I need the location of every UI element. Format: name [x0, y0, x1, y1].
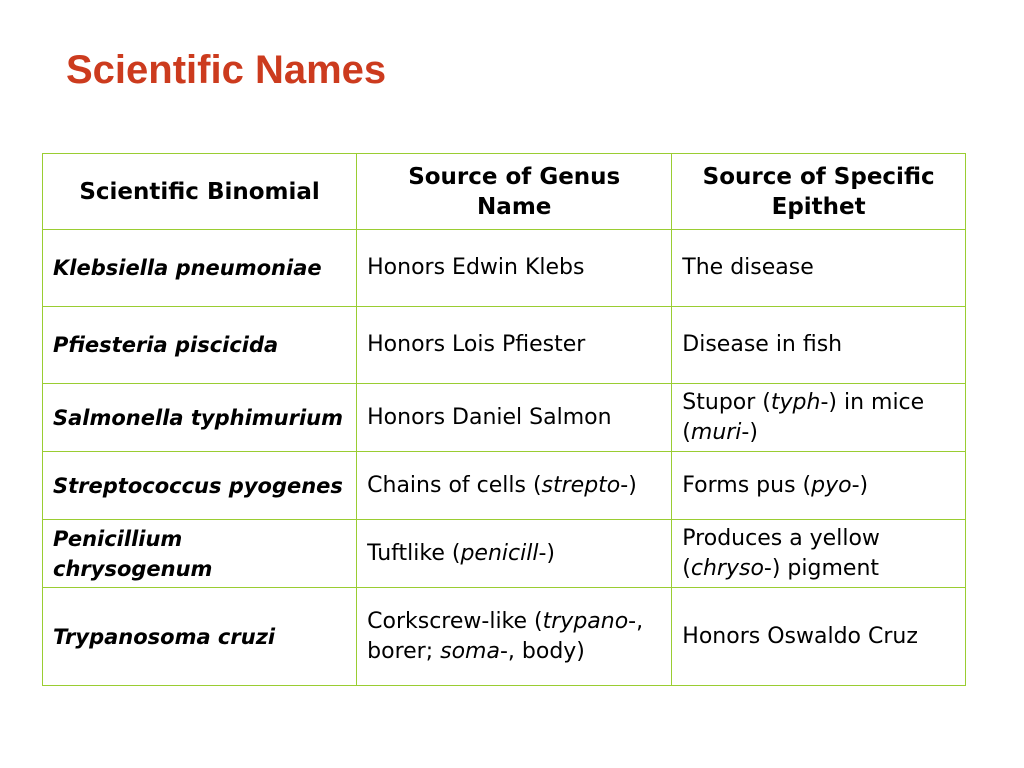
text-segment: Chains of cells ( — [367, 472, 542, 498]
text-segment: Forms pus ( — [682, 472, 812, 498]
header-scientific-binomial: Scientific Binomial — [43, 154, 357, 230]
italic-root: penicill — [460, 540, 539, 566]
cell-epithet-source — [672, 384, 966, 452]
text-segment: Honors Lois Pfiester — [367, 332, 586, 357]
cell-genus-source — [357, 452, 672, 520]
italic-root: muri — [690, 419, 742, 445]
text-segment: -) — [620, 472, 637, 498]
italic-root: pyo — [811, 472, 852, 498]
text-segment: Produces a yellow ( — [682, 525, 880, 581]
text-segment: -, body) — [499, 638, 585, 664]
cell-binomial: Streptococcus pyogenes — [43, 452, 357, 520]
italic-root: chryso — [690, 555, 764, 581]
cell-binomial: Klebsiella pneumoniae — [43, 230, 357, 307]
cell-binomial: Pfiesteria piscicida — [43, 307, 357, 384]
text-segment: -) pigment — [763, 555, 880, 581]
header-source-of-genus-name: Source of Genus Name — [357, 154, 672, 230]
italic-root: trypano — [542, 608, 629, 634]
table-row — [43, 588, 966, 686]
text-segment: Disease in fish — [682, 332, 843, 357]
cell-binomial: Salmonella typhimurium — [43, 384, 357, 452]
cell-binomial: Penicillium chrysogenum — [43, 520, 357, 588]
text-segment: -) in mice ( — [682, 389, 925, 445]
italic-root: typh — [770, 389, 821, 415]
cell-genus-source — [357, 588, 672, 686]
cell-genus-source — [357, 520, 672, 588]
text-segment: -) — [538, 540, 555, 566]
text-segment: -, borer; — [367, 608, 644, 664]
cell-epithet-source — [672, 588, 966, 686]
table-row — [43, 230, 966, 307]
table-row — [43, 307, 966, 384]
cell-genus-source — [357, 384, 672, 452]
header-source-of-specific-epithet: Source of Specific Epithet — [672, 154, 966, 230]
cell-genus-source — [357, 307, 672, 384]
text-segment: Honors Edwin Klebs — [367, 255, 585, 280]
text-segment: -) — [851, 472, 869, 498]
table-row — [43, 520, 966, 588]
cell-epithet-source — [672, 307, 966, 384]
text-segment: Corkscrew-like ( — [367, 608, 543, 634]
cell-epithet-source — [672, 452, 966, 520]
text-segment: Honors Daniel Salmon — [367, 404, 612, 430]
text-segment: -) — [741, 419, 758, 445]
cell-binomial: Trypanosoma cruzi — [43, 588, 357, 686]
table-row — [43, 452, 966, 520]
text-segment: The disease — [682, 255, 814, 280]
cell-genus-source — [357, 230, 672, 307]
table-header-row — [43, 154, 966, 230]
text-segment: Stupor ( — [682, 389, 771, 415]
text-segment: Tuftlike ( — [367, 540, 461, 566]
italic-root: soma — [440, 638, 500, 664]
scientific-names-table — [42, 153, 966, 686]
text-segment: Honors Oswaldo Cruz — [682, 623, 918, 649]
cell-epithet-source — [672, 520, 966, 588]
cell-epithet-source — [672, 230, 966, 307]
slide-title: Scientific Names — [66, 48, 387, 92]
table-row — [43, 384, 966, 452]
italic-root: strepto — [541, 472, 621, 498]
